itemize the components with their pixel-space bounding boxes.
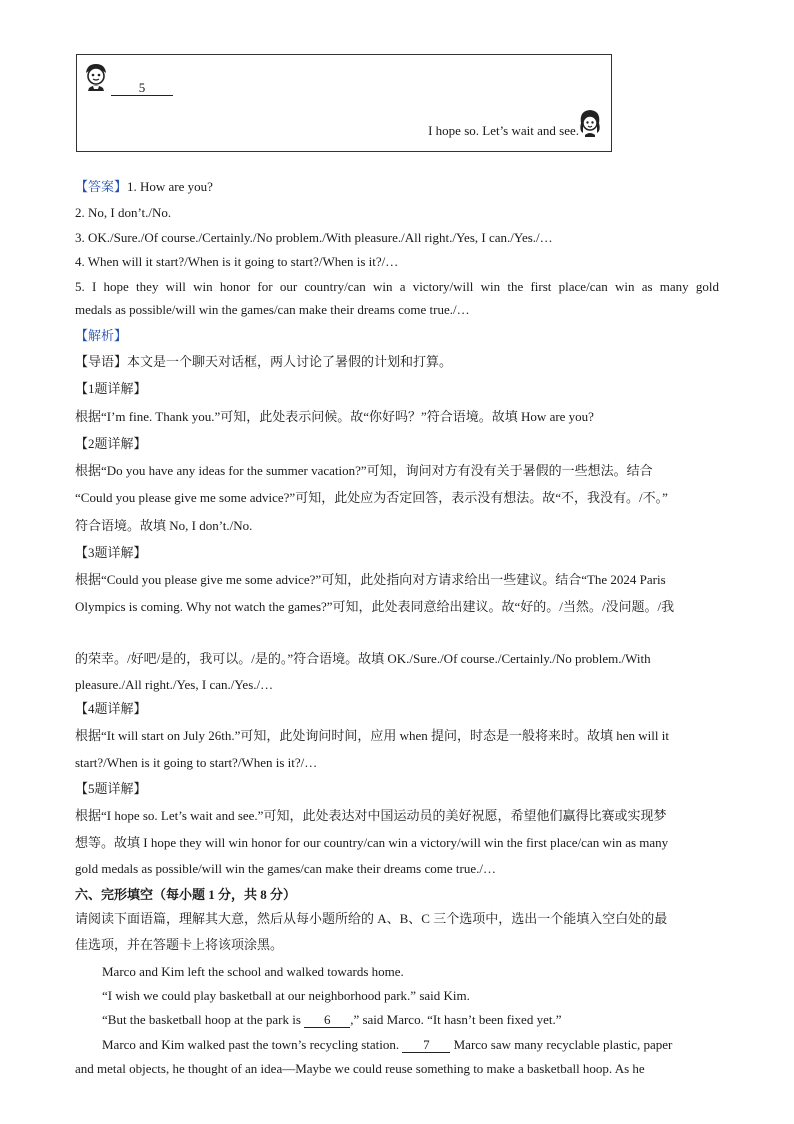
q1-title: 【1题详解】: [75, 381, 147, 396]
passage-line-2: “I wish we could play basketball at our neighborhood park.” said Kim.: [102, 988, 470, 1003]
q5-line-1: 根据“I hope so. Let’s wait and see.”可知，此处表达对中国运动员的美好祝愿，希望他们赢得比赛或实现梦: [75, 808, 667, 823]
q1-line-1: 根据“I’m fine. Thank you.”可知，此处表示问候。故“你好吗？”符合语境。故填 How are you?: [75, 409, 594, 424]
section-heading: 六、完形填空（每小题 1 分，共 8 分）: [75, 887, 297, 902]
analysis-intro: 【导语】本文是一个聊天对话框，两人讨论了暑假的计划和打算。: [75, 354, 453, 369]
chat-dialog-box: [76, 54, 612, 152]
q5-title: 【5题详解】: [75, 781, 147, 796]
q3-line-4: pleasure./All right./Yes, I can./Yes./…: [75, 677, 274, 692]
q4-title: 【4题详解】: [75, 701, 147, 716]
q5-line-3: gold medals as possible/will win the games/can make their dreams come true./…: [75, 861, 496, 876]
passage-line-5: and metal objects, he thought of an idea—Maybe we could reuse something to make a basketball hoop. As he: [75, 1061, 645, 1076]
instruction-line-2: 佳选项，并在答题卡上将该项涂黑。: [75, 937, 284, 952]
q2-line-3: 符合语境。故填 No, I don’t./No.: [75, 518, 253, 533]
answer-line-6: medals as possible/will win the games/can make their dreams come true./…: [75, 302, 470, 317]
blank-7: 7: [402, 1038, 450, 1053]
boy-avatar-icon: [83, 61, 109, 91]
answer-blank-5: 5: [111, 81, 173, 96]
q3-line-3: 的荣幸。/好吧/是的，我可以。/是的。”符合语境。故填 OK./Sure./Of course./Certainly./No problem./With: [75, 651, 651, 666]
instruction-line-1: 请阅读下面语篇，理解其大意，然后从每小题所给的 A、B、C 三个选项中，选出一个能填入空白处的最: [75, 911, 668, 926]
answer-line-1: 【答案】1. How are you?: [75, 179, 213, 194]
answer-line-5: 5. I hope they will win honor for our country/can win a victory/will win the first place/can win as many gold: [75, 279, 719, 294]
answer-line-4: 4. When will it start?/When is it going to start?/When is it?/…: [75, 254, 399, 269]
dialog-reply-text: I hope so. Let’s wait and see.: [428, 123, 579, 138]
answer-line-3: 3. OK./Sure./Of course./Certainly./No problem./With pleasure./All right./Yes, I can./Yes./…: [75, 230, 553, 245]
girl-avatar-icon: [577, 107, 603, 137]
q2-title: 【2题详解】: [75, 436, 147, 451]
analysis-label: 【解析】: [75, 328, 128, 343]
answer-line-2: 2. No, I don’t./No.: [75, 205, 172, 220]
q5-line-2: 想等。故填 I hope they will win honor for our country/can win a victory/will win the first place/can win as many: [75, 835, 669, 850]
q3-line-2: Olympics is coming. Why not watch the games?”可知，此处表同意给出建议。故“好的。/当然。/没问题。/我: [75, 599, 675, 614]
q2-line-1: 根据“Do you have any ideas for the summer vacation?”可知，询问对方有没有关于暑假的一些想法。结合: [75, 463, 653, 478]
blank-6: 6: [304, 1013, 350, 1028]
q3-title: 【3题详解】: [75, 545, 147, 560]
passage-line-1: Marco and Kim left the school and walked towards home.: [102, 964, 404, 979]
q4-line-2: start?/When is it going to start?/When is it?/…: [75, 755, 318, 770]
q3-line-1: 根据“Could you please give me some advice?”可知，此处指向对方请求给出一些建议。结合“The 2024 Paris: [75, 572, 666, 587]
answer-label: 【答案】: [75, 179, 128, 194]
q4-line-1: 根据“It will start on July 26th.”可知，此处询问时间，应用 when 提问，时态是一般将来时。故填 hen will it: [75, 728, 669, 743]
passage-line-4: Marco and Kim walked past the town’s recycling station. 7 Marco saw many recyclable plastic, paper: [102, 1037, 673, 1052]
passage-line-3: “But the basketball hoop at the park is 6 ,” said Marco. “It hasn’t been fixed yet.”: [102, 1012, 562, 1027]
q2-line-2: “Could you please give me some advice?”可知，此处应为否定回答，表示没有想法。故“不，我没有。/不。”: [75, 490, 668, 505]
